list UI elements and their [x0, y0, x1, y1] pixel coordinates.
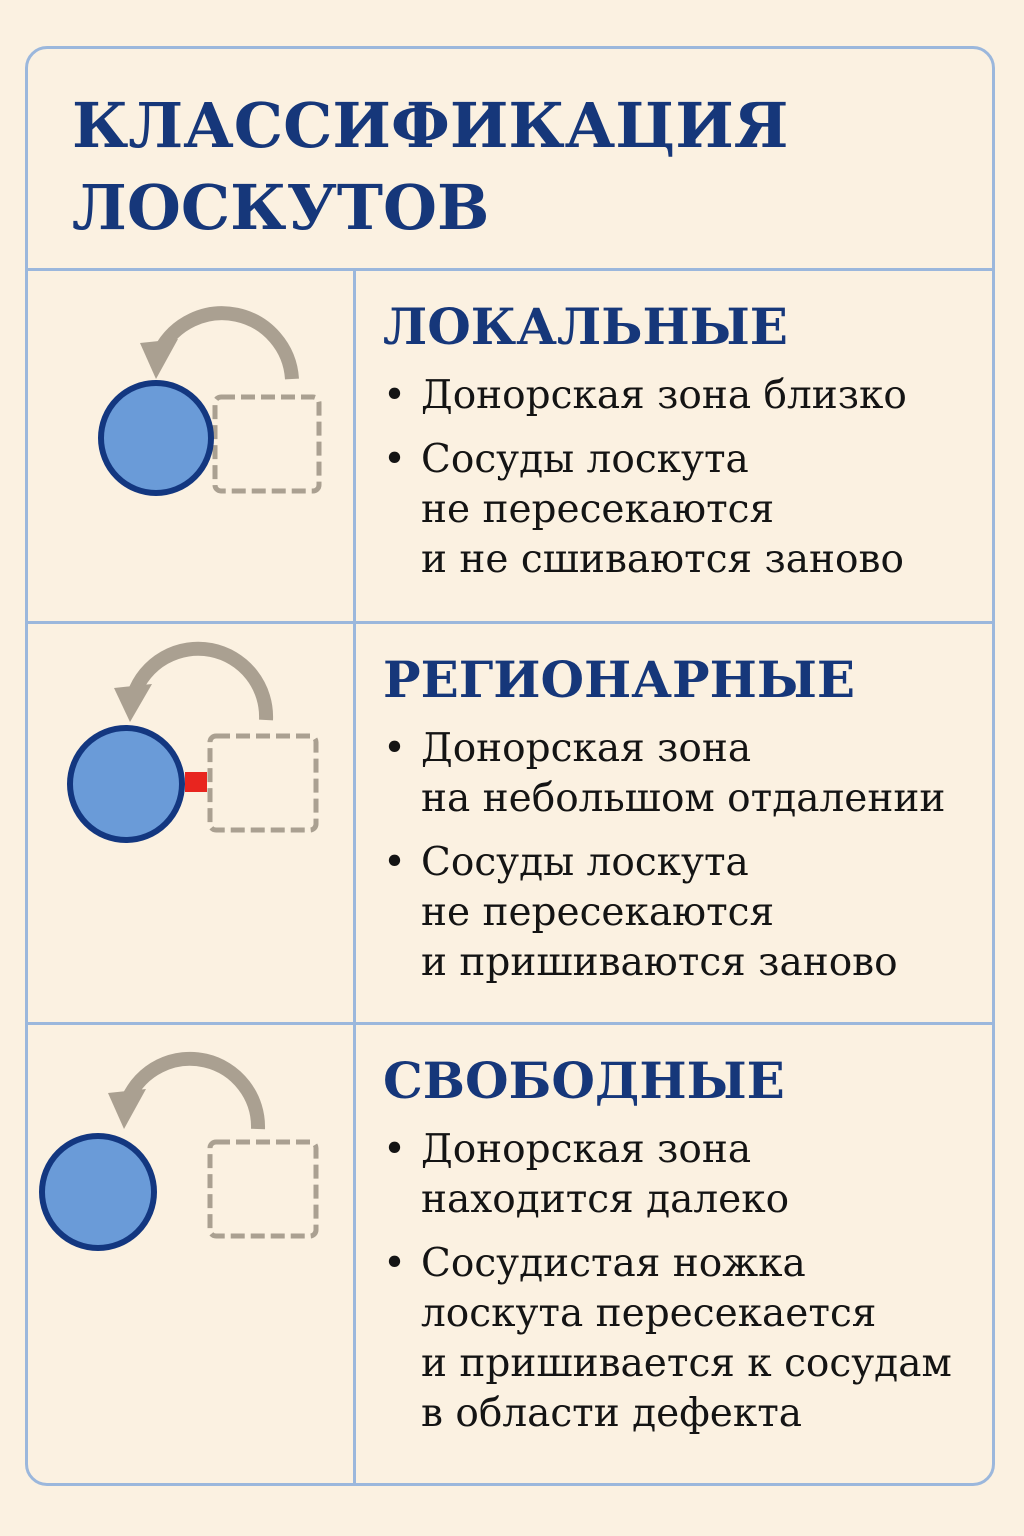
arrow-head-icon [140, 339, 178, 379]
row-regional [28, 624, 992, 1022]
bullet-item: • Донорская зона на небольшом отдалении [383, 726, 946, 821]
row-heading: ЛОКАЛЬНЫЕ [383, 297, 788, 356]
title-line-2: ЛОСКУТОВ [72, 171, 490, 244]
dashed-square-icon [210, 1142, 316, 1236]
row-heading: РЕГИОНАРНЫЕ [383, 650, 856, 709]
free-flap-icon [28, 1025, 353, 1483]
circle-icon [101, 383, 211, 493]
arrow-head-icon [108, 1089, 146, 1129]
row-local [28, 271, 992, 621]
circle-icon [42, 1136, 154, 1248]
page-title [72, 85, 788, 249]
dashed-square-icon [215, 397, 319, 491]
bullet-item: • Донорская зона близко [383, 373, 907, 418]
bullet-item: • Донорская зона находится далеко [383, 1127, 790, 1222]
bullet-item: • Сосудистая ножка лоскута пересекается и пришивается к сосудам в области дефекта [383, 1241, 952, 1436]
circle-icon [70, 728, 182, 840]
regional-flap-icon [28, 624, 353, 1022]
row-heading: СВОБОДНЫЕ [383, 1051, 785, 1110]
local-flap-icon [28, 271, 353, 621]
bullet-item: • Сосуды лоскута не пересекаются и не сшиваются заново [383, 437, 904, 582]
classification-card [25, 46, 995, 1486]
row-free [28, 1025, 992, 1483]
title-line-1: КЛАССИФИКАЦИЯ [72, 89, 789, 162]
dashed-square-icon [210, 736, 316, 830]
bullet-item: • Сосуды лоскута не пересекаются и пришиваются заново [383, 840, 898, 985]
vascular-pedicle-icon [185, 772, 207, 792]
arrow-head-icon [114, 684, 152, 722]
